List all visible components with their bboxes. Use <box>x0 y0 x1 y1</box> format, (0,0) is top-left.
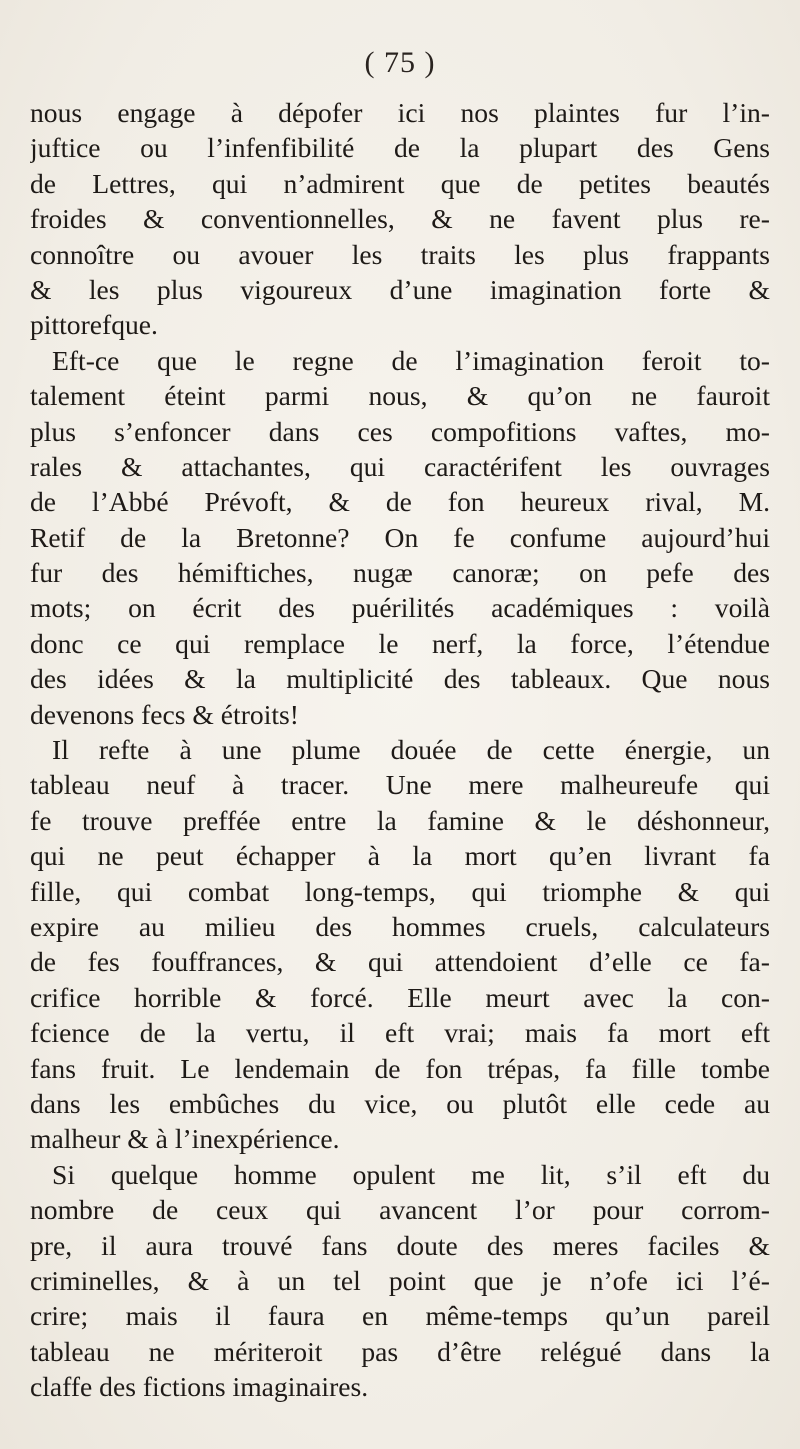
text-line: Eft-ce que le regne de l’imagination feroit to- <box>52 344 770 376</box>
text-line: tableau ne mériteroit pas d’être relégué dans la <box>30 1335 770 1367</box>
text-line: connoître ou avouer les traits les plus frappants <box>30 238 770 270</box>
text-line: de fes fouffrances, & qui attendoient d’elle ce fa- <box>30 946 770 978</box>
text-line: Il refte à une plume douée de cette énergie, un <box>52 734 770 766</box>
text-line: nous engage à dépofer ici nos plaintes fur l’in- <box>30 97 770 128</box>
body-text <box>30 95 770 1404</box>
text-line: & les plus vigoureux d’une imagination forte & <box>30 273 770 305</box>
text-line: juftice ou l’infenfibilité de la plupart des Gens <box>30 132 770 164</box>
text-line: tableau neuf à tracer. Une mere malheureufe qui <box>30 769 770 801</box>
text-line: des idées & la multiplicité des tableaux. Que nous <box>30 663 770 695</box>
text-line: claffe des fictions imaginaires. <box>30 1371 369 1403</box>
text-line: pittorefque. <box>30 309 158 341</box>
text-line: fur des hémiftiches, nugæ canoræ; on pefe des <box>30 557 770 589</box>
text-line: Retif de la Bretonne? On fe confume aujourd’hui <box>30 521 770 553</box>
text-line: fe trouve preffée entre la famine & le déshonneur, <box>30 804 770 836</box>
text-line: fille, qui combat long-temps, qui triomphe & qui <box>30 875 770 907</box>
text-line: donc ce qui remplace le nerf, la force, l’étendue <box>30 627 770 659</box>
text-line: mots; on écrit des puérilités académiques : voilà <box>30 592 770 624</box>
text-line: Si quelque homme opulent me lit, s’il eft du <box>52 1158 770 1190</box>
text-line: devenons fecs & étroits! <box>30 698 299 730</box>
text-line: nombre de ceux qui avancent l’or pour corrom- <box>30 1194 770 1226</box>
page-number: ( 75 ) <box>364 46 436 79</box>
text-line: fcience de la vertu, il eft vrai; mais fa mort eft <box>30 1017 770 1049</box>
text-line: rales & attachantes, qui caractérifent les ouvrages <box>30 450 770 482</box>
text-line: talement éteint parmi nous, & qu’on ne fauroit <box>30 380 770 412</box>
text-line: expire au milieu des hommes cruels, calculateurs <box>30 910 770 942</box>
text-line: pre, il aura trouvé fans doute des meres faciles & <box>30 1229 770 1261</box>
text-line: malheur & à l’inexpérience. <box>30 1123 340 1155</box>
text-line: crire; mais il faura en même-temps qu’un pareil <box>30 1300 770 1332</box>
text-line: de Lettres, qui n’admirent que de petites beautés <box>30 167 770 199</box>
text-line: fans fruit. Le lendemain de fon trépas, fa fille tombe <box>30 1052 770 1084</box>
text-line: dans les embûches du vice, ou plutôt elle cede au <box>30 1087 770 1119</box>
text-line: qui ne peut échapper à la mort qu’en livrant fa <box>30 840 770 872</box>
text-line: froides & conventionnelles, & ne favent plus re- <box>30 203 770 235</box>
text-line: de l’Abbé Prévoft, & de fon heureux rival, M. <box>30 486 770 518</box>
text-line: criminelles, & à un tel point que je n’ofe ici l’é- <box>30 1264 770 1296</box>
text-line: crifice horrible & forcé. Elle meurt avec la con- <box>30 981 770 1013</box>
text-line: plus s’enfoncer dans ces compofitions vaftes, mo- <box>30 415 770 447</box>
